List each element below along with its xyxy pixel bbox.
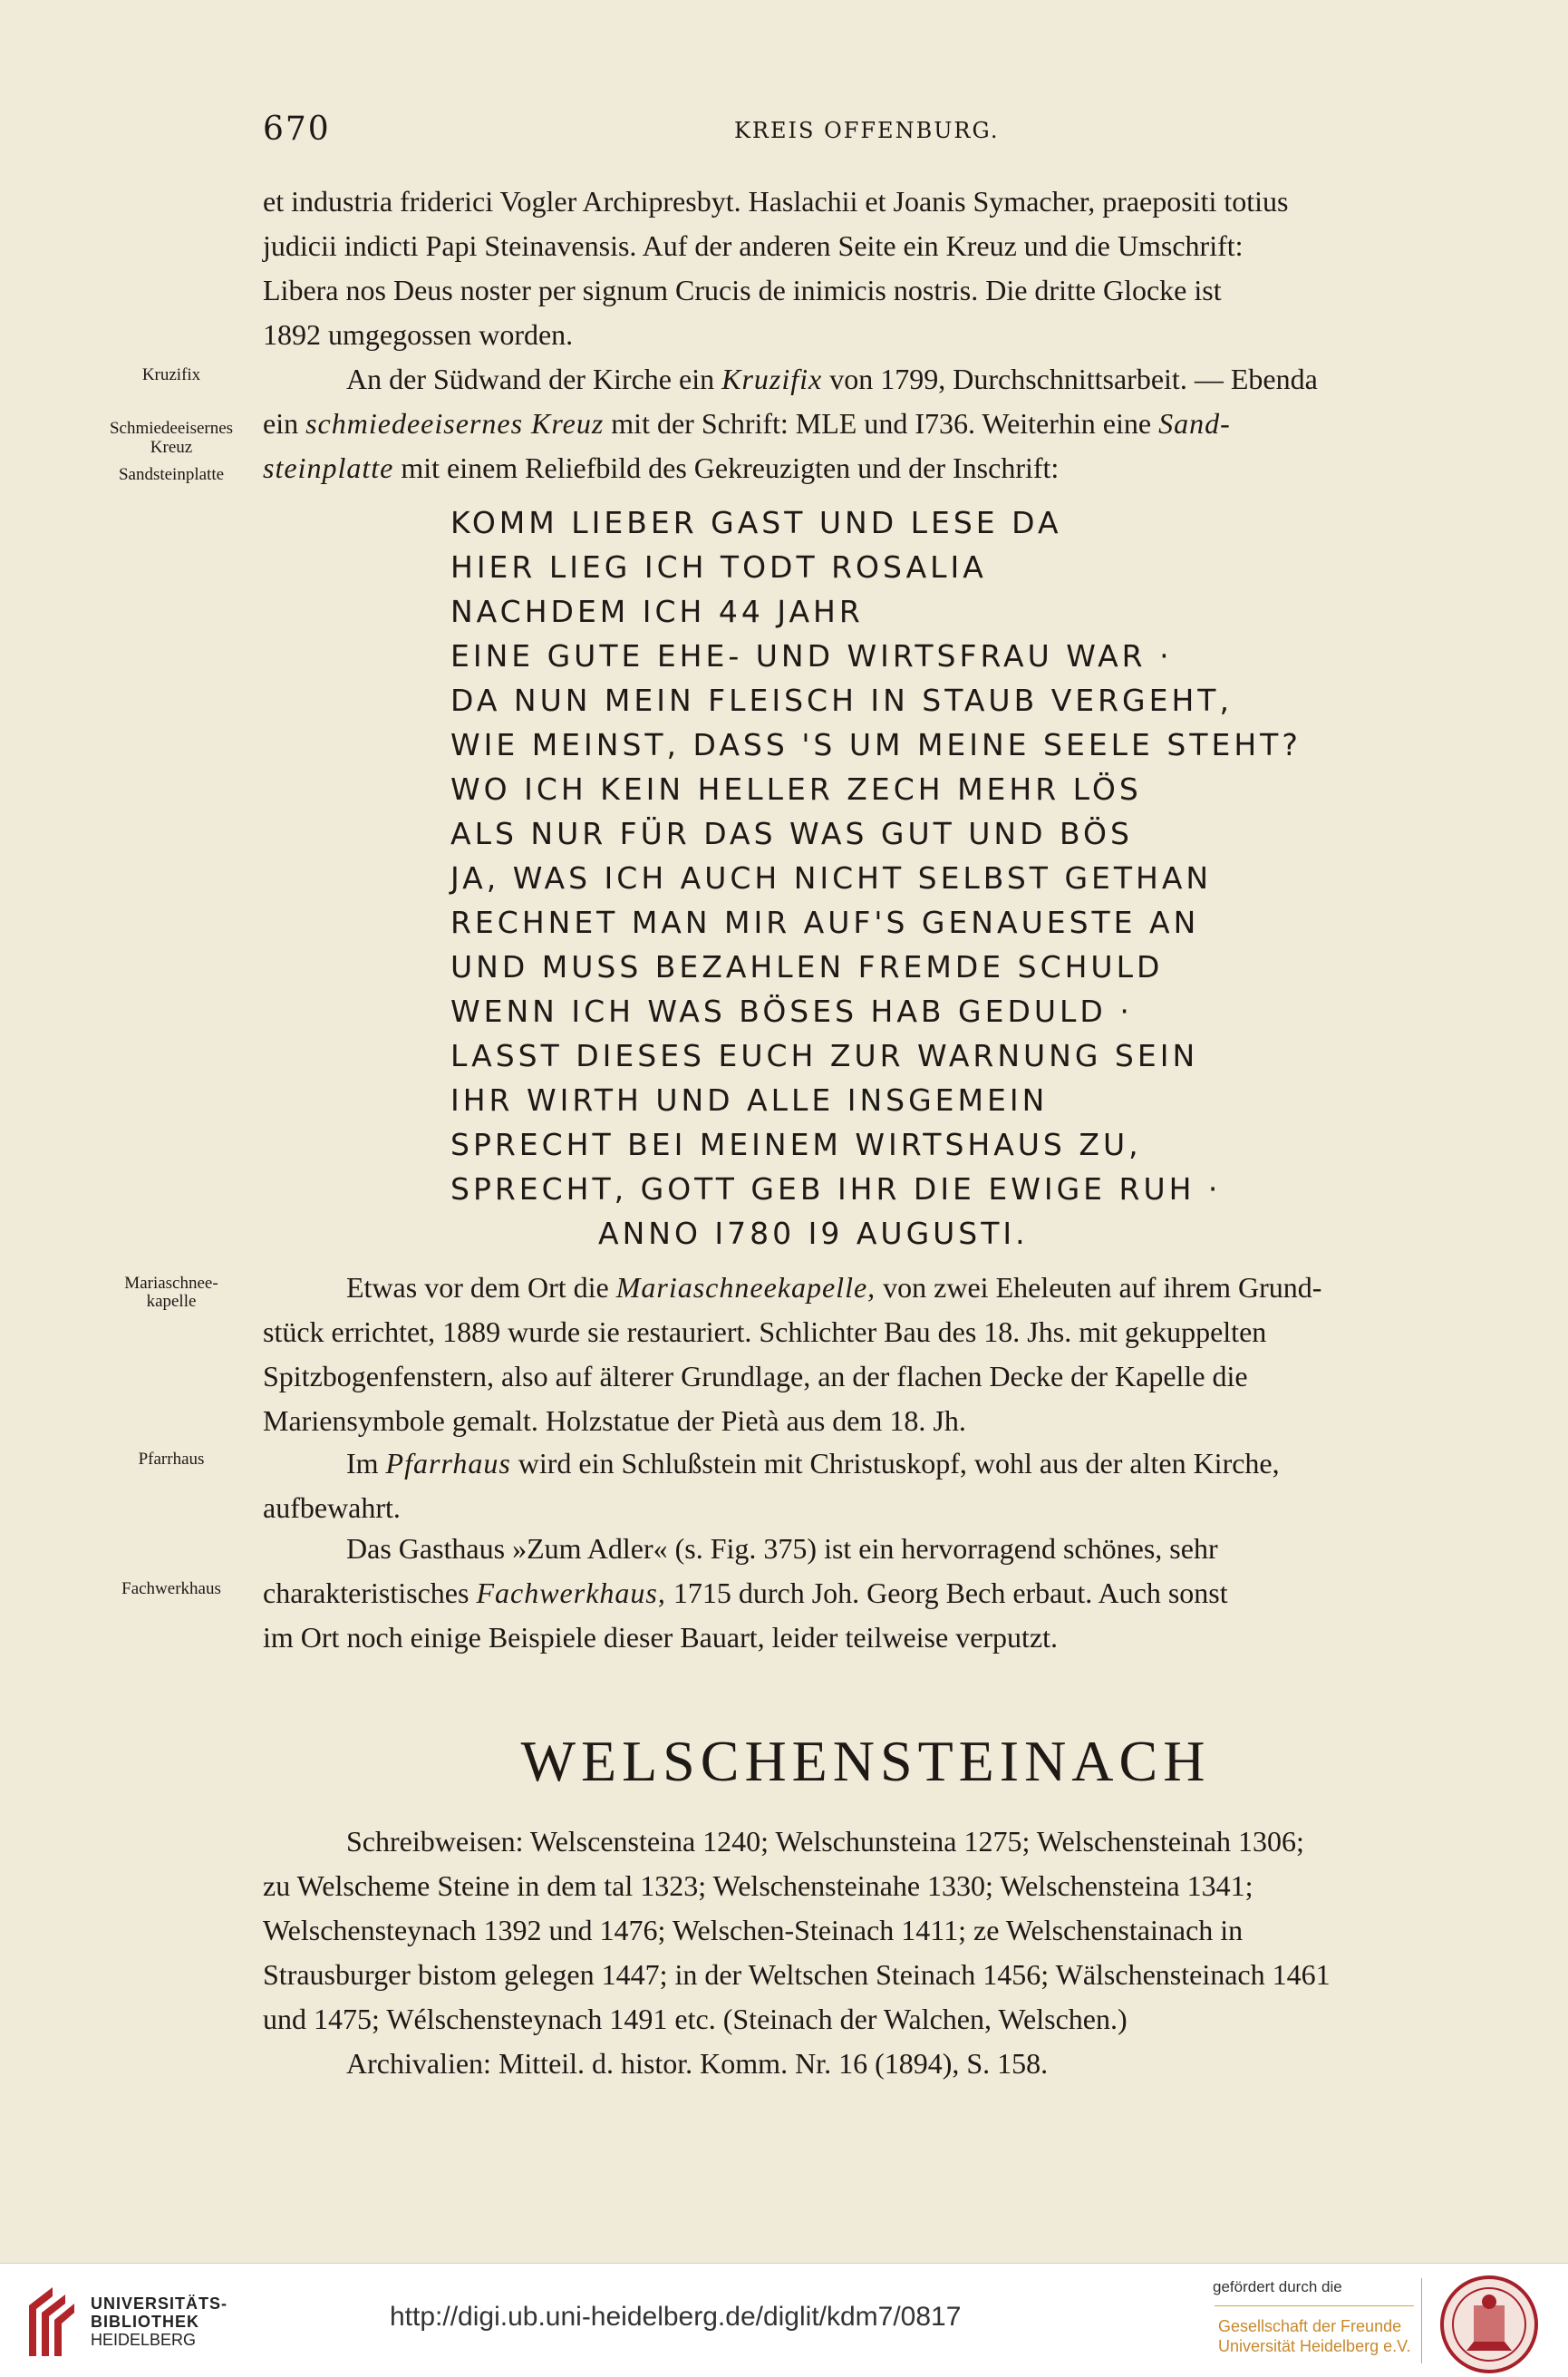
text-line: 1892 umgegossen worden. bbox=[263, 318, 574, 351]
text-line: und 1475; Wélschensteynach 1491 etc. (Steinach der Walchen, Welschen.) bbox=[263, 2003, 1128, 2035]
paragraph-mariaschneekapelle: Etwas vor dem Ort die Mariaschneekapelle, von zwei Eheleuten auf ihrem Grund- stück errichtet, 1889 wurde sie restauriert. Schlichter Bau des 18. Jhs. mit gekuppelten Spitzbogenfenstern, also auf älterer Grundlage, an der flachen Decke der Kapelle die Mariensymbole gemalt. Holzstatue der Pietà aus dem 18. Jh. bbox=[263, 1266, 1468, 1443]
library-name[interactable]: UNIVERSITÄTS- BIBLIOTHEK HEIDELBERG bbox=[91, 2295, 228, 2349]
university-seal-icon[interactable] bbox=[1439, 2275, 1539, 2374]
term-fachwerkhaus: Fachwerkhaus, bbox=[476, 1577, 666, 1609]
text-line: et industria friderici Vogler Archipresbyt. Haslachii et Joanis Symacher, praepositi totius bbox=[263, 185, 1289, 218]
inscription-line: RECHNET MAN MIR AUF'S GENAUESTE AN bbox=[450, 905, 1200, 940]
sponsor-lead-text: gefördert durch die bbox=[1213, 2278, 1342, 2295]
text-line: Schreibweisen: Welscensteina 1240; Welschunsteina 1275; Welschensteinah 1306; bbox=[346, 1825, 1304, 1858]
inscription-line: JA, WAS ICH AUCH NICHT SELBST GETHAN bbox=[450, 860, 1213, 896]
margin-note-kapelle: kapelle bbox=[146, 1292, 197, 1311]
margin-note-sandstein: Sandsteinplatte bbox=[118, 465, 225, 484]
inscription-line: SPRECHT, GOTT GEB IHR DIE EWIGE RUH · bbox=[450, 1171, 1222, 1207]
inscription-date: ANNO I780 I9 AUGUSTI. bbox=[598, 1216, 1029, 1251]
text-line: Libera nos Deus noster per signum Crucis de inimicis nostris. Die dritte Glocke ist bbox=[263, 274, 1222, 306]
text-line: judicii indicti Papi Steinavensis. Auf der anderen Seite ein Kreuz und die Umschrift: bbox=[263, 229, 1244, 262]
paragraph-bells bbox=[263, 179, 1468, 357]
inscription-block bbox=[450, 500, 1357, 1256]
footer-divider bbox=[1421, 2278, 1422, 2363]
inscription-line: IHR WIRTH UND ALLE INSGEMEIN bbox=[450, 1082, 1049, 1118]
margin-note-schmiede: Schmiedeeisernes bbox=[109, 419, 234, 438]
section-title: WELSCHENSTEINACH bbox=[520, 1729, 1211, 1793]
margin-note-fachwerk: Fachwerkhaus bbox=[121, 1579, 221, 1598]
margin-note-mariaschnee: Mariaschnee- bbox=[124, 1274, 218, 1293]
text-line: Welschensteynach 1392 und 1476; Welschen-Steinach 1411; ze Welschenstainach in bbox=[263, 1914, 1244, 1946]
term-mariaschneekapelle: Mariaschneekapelle, bbox=[615, 1271, 876, 1304]
term-kruzifix: Kruzifix bbox=[721, 363, 823, 395]
sponsor-name[interactable]: Gesellschaft der Freunde Universität Heidelberg e.V. bbox=[1218, 2317, 1411, 2355]
page-number: 670 bbox=[263, 111, 331, 148]
term-sandsteinplatte: steinplatte bbox=[263, 451, 394, 484]
text-line: im Ort noch einige Beispiele dieser Bauart, leider teilweise verputzt. bbox=[263, 1621, 1059, 1654]
paragraph-archivalien bbox=[263, 2042, 1468, 2086]
inscription-line: WENN ICH WAS BÖSES HAB GEDULD · bbox=[450, 994, 1133, 1029]
text-line: Spitzbogenfenstern, also auf älterer Grundlage, an der flachen Decke der Kapelle die bbox=[263, 1360, 1248, 1392]
inscription-line: SPRECHT BEI MEINEM WIRTSHAUS ZU, bbox=[450, 1127, 1142, 1162]
text-line: Mariensymbole gemalt. Holzstatue der Pietà aus dem 18. Jh. bbox=[263, 1404, 966, 1437]
inscription-line: KOMM LIEBER GAST UND LESE DA bbox=[450, 505, 1062, 540]
inscription-line: HIER LIEG ICH TODT ROSALIA bbox=[450, 549, 987, 585]
margin-note-kreuz: Kreuz bbox=[150, 438, 193, 457]
paragraph-kruzifix: An der Südwand der Kirche ein Kruzifix von 1799, Durchschnittsarbeit. — Ebenda ein schmiedeeisernes Kreuz mit der Schrift: MLE und I736. Weiterhin eine Sand- steinplatte mit einem Reliefbild des Gekreuzigten und der Inschrift: bbox=[263, 363, 1318, 484]
inscription-line: EINE GUTE EHE- UND WIRTSFRAU WAR · bbox=[450, 638, 1173, 674]
inscription-line: ALS NUR FÜR DAS WAS GUT UND BÖS bbox=[450, 816, 1133, 851]
paragraph-gasthaus: Das Gasthaus »Zum Adler« (s. Fig. 375) ist ein hervorragend schönes, sehr charakteristisches Fachwerkhaus, 1715 durch Joh. Georg Bech erbaut. Auch sonst im Ort noch einige Beispiele dieser Bauart, leider teilweise verputzt. bbox=[263, 1527, 1468, 1660]
inscription-line: DA NUN MEIN FLEISCH IN STAUB VERGEHT, bbox=[450, 683, 1233, 718]
permalink-url[interactable]: http://digi.ub.uni-heidelberg.de/diglit/kdm7/0817 bbox=[390, 2302, 962, 2332]
text-line: stück errichtet, 1889 wurde sie restauriert. Schlichter Bau des 18. Jhs. mit gekuppelten bbox=[263, 1315, 1267, 1348]
text-line: Strausburger bistom gelegen 1447; in der Weltschen Steinach 1456; Wälschensteinach 1461 bbox=[263, 1958, 1331, 1991]
term-schmiedeeisernes-kreuz: schmiedeeisernes Kreuz bbox=[305, 407, 605, 440]
paragraph-pfarrhaus: Im Pfarrhaus wird ein Schlußstein mit Christuskopf, wohl aus der alten Kirche, aufbewahrt. bbox=[263, 1441, 1468, 1530]
footer-bar bbox=[0, 2263, 1568, 2377]
running-head: KREIS OFFENBURG. bbox=[734, 118, 1000, 143]
sponsor-underline bbox=[1215, 2305, 1414, 2306]
margin-note-pfarrhaus: Pfarrhaus bbox=[138, 1450, 205, 1469]
inscription-line: WO ICH KEIN HELLER ZECH MEHR LÖS bbox=[450, 771, 1142, 807]
university-library-logo-icon[interactable] bbox=[25, 2284, 78, 2358]
inscription-line: WIE MEINST, DASS 'S UM MEINE SEELE STEHT? bbox=[450, 727, 1302, 762]
text-line: Archivalien: Mitteil. d. histor. Komm. Nr. 16 (1894), S. 158. bbox=[346, 2047, 1049, 2080]
text-line: Das Gasthaus »Zum Adler« (s. Fig. 375) ist ein hervorragend schönes, sehr bbox=[346, 1532, 1218, 1565]
term-pfarrhaus: Pfarrhaus bbox=[385, 1447, 511, 1480]
text-line: aufbewahrt. bbox=[263, 1491, 401, 1524]
inscription-line: UND MUSS BEZAHLEN FREMDE SCHULD bbox=[450, 949, 1164, 985]
text-line: zu Welscheme Steine in dem tal 1323; Welschensteinahe 1330; Welschensteina 1341; bbox=[263, 1869, 1253, 1902]
margin-note-kruzifix: Kruzifix bbox=[141, 365, 201, 384]
paragraph-schreibweisen bbox=[263, 1819, 1468, 2042]
inscription-line: LASST DIESES EUCH ZUR WARNUNG SEIN bbox=[450, 1038, 1199, 1073]
inscription-line: NACHDEM ICH 44 JAHR bbox=[450, 594, 864, 629]
page-header bbox=[263, 111, 1468, 154]
